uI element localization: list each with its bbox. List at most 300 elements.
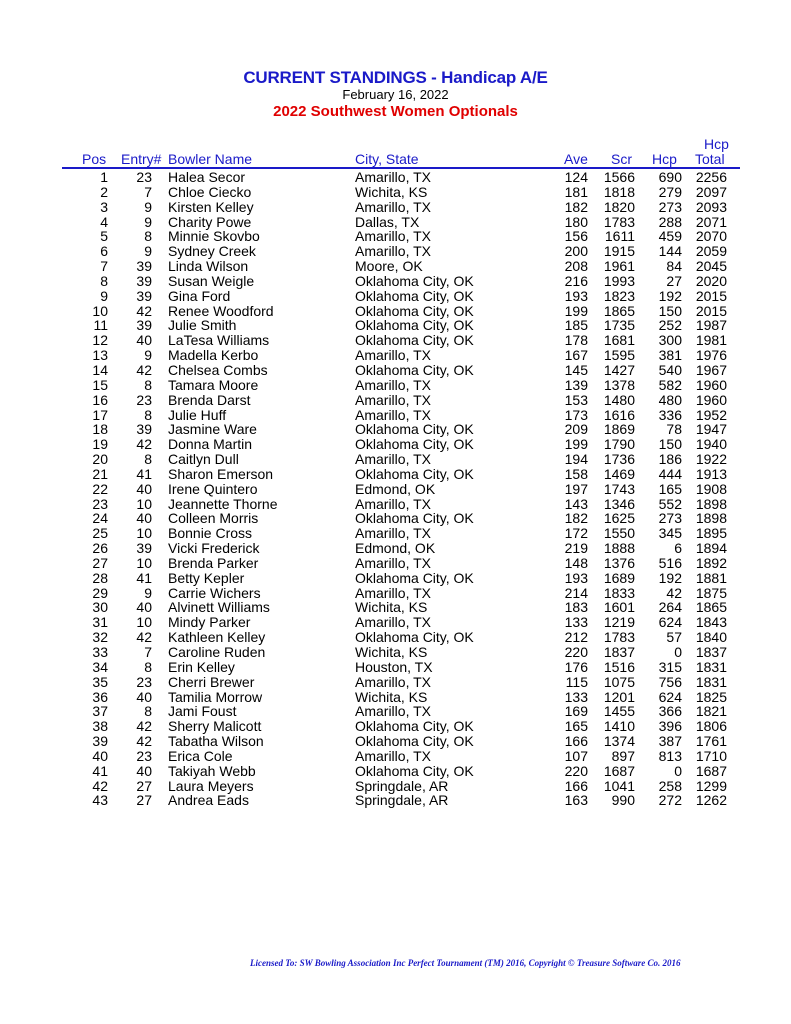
cell-handicap: 444 — [658, 465, 682, 482]
table-row — [0, 200, 791, 215]
cell-average: 176 — [564, 658, 588, 675]
table-row — [0, 215, 791, 230]
cell-pos: 3 — [100, 198, 108, 215]
cell-handicap-total: 1806 — [695, 718, 727, 735]
cell-pos: 9 — [100, 287, 108, 304]
cell-scratch: 1378 — [603, 376, 635, 393]
cell-entry: 41 — [136, 569, 152, 586]
table-row — [0, 660, 791, 675]
cell-entry: 9 — [144, 243, 152, 260]
cell-entry: 8 — [144, 376, 152, 393]
cell-entry: 39 — [136, 540, 152, 557]
table-row — [0, 229, 791, 244]
cell-handicap: 6 — [674, 540, 682, 557]
col-header-scr: Scr — [611, 151, 632, 167]
cell-city-state: Edmond, OK — [355, 480, 436, 497]
table-row — [0, 704, 791, 719]
cell-scratch: 1823 — [603, 287, 635, 304]
cell-average: 183 — [564, 599, 588, 616]
cell-pos: 25 — [92, 525, 108, 542]
cell-city-state: Edmond, OK — [355, 540, 436, 557]
cell-bowler-name: Caitlyn Dull — [168, 451, 239, 468]
table-row — [0, 615, 791, 630]
cell-city-state: Wichita, KS — [355, 688, 428, 705]
cell-entry: 42 — [136, 629, 152, 646]
cell-city-state: Oklahoma City, OK — [355, 332, 474, 349]
cell-pos: 7 — [100, 258, 108, 275]
cell-handicap: 150 — [658, 436, 682, 453]
cell-handicap: 756 — [658, 673, 682, 690]
cell-bowler-name: Kirsten Kelley — [168, 198, 254, 215]
table-row — [0, 734, 791, 749]
cell-city-state: Wichita, KS — [355, 644, 428, 660]
cell-city-state: Oklahoma City, OK — [355, 436, 474, 453]
cell-handicap: 300 — [658, 332, 682, 349]
cell-pos: 42 — [92, 777, 108, 794]
cell-handicap: 624 — [658, 688, 682, 705]
cell-handicap-total: 1262 — [695, 792, 727, 809]
cell-entry: 40 — [136, 480, 152, 497]
cell-city-state: Amarillo, TX — [355, 673, 431, 690]
cell-entry: 39 — [136, 317, 152, 334]
table-row — [0, 764, 791, 779]
table-row — [0, 541, 791, 556]
table-row — [0, 378, 791, 393]
cell-average: 199 — [564, 302, 588, 319]
cell-pos: 20 — [92, 451, 108, 468]
cell-handicap-total: 1865 — [695, 599, 727, 616]
cell-average: 214 — [564, 584, 588, 601]
table-row — [0, 630, 791, 645]
cell-average: 172 — [564, 525, 588, 542]
cell-scratch: 1075 — [603, 673, 635, 690]
cell-city-state: Amarillo, TX — [355, 525, 431, 542]
cell-handicap: 387 — [658, 733, 682, 750]
cell-bowler-name: Julie Huff — [168, 406, 227, 423]
cell-average: 166 — [564, 777, 588, 794]
cell-bowler-name: Brenda Darst — [168, 391, 251, 408]
cell-city-state: Oklahoma City, OK — [355, 718, 474, 735]
cell-scratch: 1689 — [603, 569, 635, 586]
cell-handicap: 165 — [658, 480, 682, 497]
table-row — [0, 333, 791, 348]
cell-handicap-total: 1831 — [695, 673, 727, 690]
cell-bowler-name: Carrie Wichers — [168, 584, 261, 601]
cell-entry: 42 — [136, 436, 152, 453]
cell-entry: 40 — [136, 599, 152, 616]
table-row — [0, 482, 791, 497]
cell-scratch: 1888 — [603, 540, 635, 557]
cell-handicap: 516 — [658, 554, 682, 571]
table-row — [0, 749, 791, 764]
cell-handicap: 366 — [658, 703, 682, 720]
col-header-city: City, State — [355, 151, 419, 167]
cell-scratch: 1865 — [603, 302, 635, 319]
cell-city-state: Amarillo, TX — [355, 391, 431, 408]
cell-average: 148 — [564, 554, 588, 571]
cell-bowler-name: Laura Meyers — [168, 777, 254, 794]
cell-entry: 9 — [144, 213, 152, 230]
cell-city-state: Amarillo, TX — [355, 243, 431, 260]
cell-city-state: Springdale, AR — [355, 777, 449, 794]
table-row — [0, 690, 791, 705]
cell-handicap-total: 1761 — [695, 733, 727, 750]
cell-bowler-name: Alvinett Williams — [168, 599, 270, 616]
cell-average: 115 — [565, 673, 588, 690]
table-row — [0, 274, 791, 289]
cell-pos: 10 — [92, 302, 108, 319]
cell-scratch: 1687 — [603, 762, 635, 779]
cell-pos: 24 — [92, 510, 108, 527]
cell-city-state: Oklahoma City, OK — [355, 762, 474, 779]
cell-pos: 41 — [92, 762, 108, 779]
cell-handicap: 459 — [658, 228, 682, 245]
cell-scratch: 1201 — [603, 688, 635, 705]
cell-bowler-name: Julie Smith — [168, 317, 237, 334]
cell-handicap-total: 1843 — [695, 614, 727, 631]
cell-scratch: 1601 — [603, 599, 635, 616]
cell-pos: 4 — [100, 213, 108, 230]
cell-city-state: Amarillo, TX — [355, 451, 431, 468]
cell-bowler-name: Tabatha Wilson — [168, 733, 264, 750]
cell-pos: 17 — [92, 406, 108, 423]
cell-city-state: Amarillo, TX — [355, 406, 431, 423]
cell-bowler-name: Susan Weigle — [168, 272, 255, 289]
cell-scratch: 1219 — [603, 614, 635, 631]
cell-bowler-name: Sydney Creek — [168, 243, 256, 260]
cell-pos: 30 — [92, 599, 108, 616]
cell-handicap: 192 — [658, 287, 682, 304]
cell-bowler-name: Erin Kelley — [168, 658, 235, 675]
cell-handicap-total: 1922 — [695, 451, 727, 468]
cell-handicap: 264 — [658, 599, 682, 616]
cell-city-state: Amarillo, TX — [355, 584, 431, 601]
cell-entry: 10 — [136, 495, 152, 512]
cell-city-state: Oklahoma City, OK — [355, 629, 474, 646]
cell-scratch: 1743 — [603, 480, 635, 497]
cell-average: 200 — [564, 243, 588, 260]
cell-bowler-name: Sharon Emerson — [168, 465, 274, 482]
cell-pos: 29 — [92, 584, 108, 601]
cell-bowler-name: Betty Kepler — [168, 569, 245, 586]
cell-scratch: 1346 — [603, 495, 635, 512]
cell-handicap-total: 1898 — [695, 495, 727, 512]
standings-table — [0, 170, 791, 808]
cell-entry: 10 — [136, 614, 152, 631]
cell-entry: 9 — [144, 584, 152, 601]
cell-scratch: 1455 — [603, 703, 635, 720]
cell-bowler-name: Linda Wilson — [168, 258, 249, 275]
cell-handicap-total: 1895 — [695, 525, 727, 542]
cell-city-state: Wichita, KS — [355, 183, 428, 200]
cell-scratch: 1374 — [603, 733, 635, 750]
cell-scratch: 1616 — [603, 406, 635, 423]
cell-pos: 28 — [92, 569, 108, 586]
cell-entry: 40 — [136, 688, 152, 705]
cell-scratch: 1820 — [603, 198, 635, 215]
cell-average: 193 — [564, 287, 588, 304]
cell-bowler-name: Madella Kerbo — [168, 347, 259, 364]
cell-average: 163 — [564, 792, 588, 809]
cell-entry: 8 — [144, 228, 152, 245]
cell-entry: 23 — [136, 673, 152, 690]
cell-entry: 40 — [136, 762, 152, 779]
cell-handicap: 273 — [658, 510, 682, 527]
cell-average: 143 — [564, 495, 588, 512]
cell-average: 133 — [564, 614, 588, 631]
cell-average: 166 — [564, 733, 588, 750]
cell-handicap-total: 1976 — [695, 347, 727, 364]
col-header-ave: Ave — [564, 151, 588, 167]
cell-entry: 41 — [136, 465, 152, 482]
cell-city-state: Amarillo, TX — [355, 228, 431, 245]
cell-pos: 38 — [92, 718, 108, 735]
cell-average: 208 — [564, 258, 588, 275]
cell-handicap: 42 — [666, 584, 682, 601]
table-row — [0, 259, 791, 274]
table-row — [0, 645, 791, 660]
cell-average: 185 — [564, 317, 588, 334]
cell-bowler-name: Bonnie Cross — [168, 525, 253, 542]
cell-pos: 43 — [92, 792, 108, 809]
cell-city-state: Springdale, AR — [355, 792, 449, 809]
cell-scratch: 1915 — [603, 243, 635, 260]
cell-scratch: 1993 — [603, 272, 635, 289]
cell-handicap: 690 — [658, 169, 682, 185]
cell-handicap-total: 1940 — [695, 436, 727, 453]
cell-handicap: 144 — [658, 243, 682, 260]
cell-city-state: Amarillo, TX — [355, 703, 431, 720]
cell-average: 219 — [564, 540, 588, 557]
cell-handicap-total: 2093 — [695, 198, 727, 215]
cell-scratch: 1480 — [603, 391, 635, 408]
cell-handicap-total: 1960 — [695, 391, 727, 408]
cell-handicap: 78 — [666, 421, 682, 438]
cell-average: 124 — [564, 169, 588, 185]
cell-handicap: 582 — [658, 376, 682, 393]
cell-handicap-total: 1913 — [695, 465, 727, 482]
cell-handicap-total: 2020 — [695, 272, 727, 289]
cell-average: 216 — [564, 272, 588, 289]
cell-handicap-total: 1952 — [695, 406, 727, 423]
cell-bowler-name: Jami Foust — [168, 703, 237, 720]
cell-entry: 10 — [136, 525, 152, 542]
cell-bowler-name: Vicki Frederick — [168, 540, 260, 557]
cell-pos: 11 — [93, 317, 108, 334]
cell-handicap: 258 — [658, 777, 682, 794]
cell-entry: 8 — [144, 406, 152, 423]
cell-city-state: Moore, OK — [355, 258, 423, 275]
cell-scratch: 1550 — [603, 525, 635, 542]
cell-handicap-total: 1894 — [695, 540, 727, 557]
cell-city-state: Amarillo, TX — [355, 376, 431, 393]
cell-scratch: 990 — [611, 792, 635, 809]
cell-handicap: 345 — [658, 525, 682, 542]
cell-handicap-total: 1299 — [695, 777, 727, 794]
table-row — [0, 185, 791, 200]
table-row — [0, 526, 791, 541]
table-row — [0, 422, 791, 437]
cell-pos: 40 — [92, 747, 108, 764]
cell-handicap: 84 — [666, 258, 682, 275]
cell-average: 182 — [564, 510, 588, 527]
cell-entry: 42 — [136, 733, 152, 750]
cell-average: 107 — [564, 747, 588, 764]
cell-handicap-total: 1831 — [695, 658, 727, 675]
cell-city-state: Amarillo, TX — [355, 495, 431, 512]
table-row — [0, 393, 791, 408]
cell-scratch: 1410 — [603, 718, 635, 735]
cell-handicap: 0 — [674, 644, 682, 660]
cell-city-state: Oklahoma City, OK — [355, 733, 474, 750]
cell-handicap: 279 — [658, 183, 682, 200]
cell-scratch: 1818 — [603, 183, 635, 200]
cell-bowler-name: Mindy Parker — [168, 614, 251, 631]
col-header-name: Bowler Name — [168, 151, 253, 167]
cell-scratch: 1735 — [603, 317, 635, 334]
cell-pos: 34 — [92, 658, 108, 675]
cell-city-state: Amarillo, TX — [355, 347, 431, 364]
cell-pos: 12 — [92, 332, 108, 349]
table-row — [0, 348, 791, 363]
cell-entry: 8 — [144, 703, 152, 720]
cell-handicap-total: 1960 — [695, 376, 727, 393]
cell-average: 194 — [564, 451, 588, 468]
table-row — [0, 289, 791, 304]
col-header-pos: Pos — [82, 151, 107, 167]
cell-handicap-total: 1908 — [695, 480, 727, 497]
cell-handicap: 381 — [658, 347, 682, 364]
cell-bowler-name: Takiyah Webb — [168, 762, 256, 779]
cell-pos: 35 — [92, 673, 108, 690]
cell-pos: 1 — [100, 169, 108, 185]
cell-entry: 27 — [136, 777, 152, 794]
cell-pos: 8 — [100, 272, 108, 289]
cell-bowler-name: Halea Secor — [168, 169, 246, 185]
cell-pos: 18 — [92, 421, 108, 438]
cell-handicap-total: 2059 — [695, 243, 727, 260]
cell-entry: 8 — [144, 451, 152, 468]
cell-handicap: 813 — [658, 747, 682, 764]
cell-entry: 23 — [136, 391, 152, 408]
cell-handicap: 272 — [658, 792, 682, 809]
cell-bowler-name: Cherri Brewer — [168, 673, 255, 690]
cell-handicap: 252 — [658, 317, 682, 334]
cell-entry: 27 — [136, 792, 152, 809]
cell-bowler-name: Chloe Ciecko — [168, 183, 252, 200]
cell-bowler-name: Gina Ford — [168, 287, 231, 304]
cell-handicap: 186 — [658, 451, 682, 468]
col-header-total-top: Hcp — [704, 136, 729, 152]
cell-average: 167 — [564, 347, 588, 364]
cell-handicap-total: 2045 — [695, 258, 727, 275]
cell-average: 133 — [564, 688, 588, 705]
table-row — [0, 467, 791, 482]
cell-pos: 32 — [92, 629, 108, 646]
cell-city-state: Oklahoma City, OK — [355, 287, 474, 304]
cell-handicap: 192 — [658, 569, 682, 586]
cell-city-state: Oklahoma City, OK — [355, 272, 474, 289]
table-row — [0, 318, 791, 333]
cell-average: 153 — [564, 391, 588, 408]
cell-entry: 39 — [136, 287, 152, 304]
cell-handicap-total: 1825 — [695, 688, 727, 705]
cell-pos: 31 — [92, 614, 108, 631]
cell-handicap-total: 1840 — [695, 629, 727, 646]
cell-city-state: Amarillo, TX — [355, 614, 431, 631]
cell-pos: 16 — [92, 391, 108, 408]
cell-handicap: 273 — [658, 198, 682, 215]
table-row — [0, 586, 791, 601]
cell-pos: 27 — [92, 554, 108, 571]
cell-handicap-total: 1710 — [695, 747, 727, 764]
cell-scratch: 1783 — [603, 629, 635, 646]
cell-scratch: 897 — [611, 747, 635, 764]
cell-average: 165 — [564, 718, 588, 735]
cell-city-state: Amarillo, TX — [355, 169, 431, 185]
cell-scratch: 1837 — [603, 644, 635, 660]
cell-entry: 10 — [136, 554, 152, 571]
cell-handicap: 150 — [658, 302, 682, 319]
col-header-total: Total — [695, 151, 725, 167]
cell-handicap-total: 2015 — [695, 287, 727, 304]
cell-pos: 36 — [92, 688, 108, 705]
cell-handicap-total: 1947 — [695, 421, 727, 438]
cell-bowler-name: Caroline Ruden — [168, 644, 266, 660]
cell-scratch: 1041 — [603, 777, 635, 794]
cell-average: 197 — [564, 480, 588, 497]
cell-average: 181 — [564, 183, 588, 200]
cell-entry: 7 — [144, 644, 152, 660]
cell-bowler-name: Jeannette Thorne — [168, 495, 278, 512]
cell-scratch: 1681 — [603, 332, 635, 349]
cell-entry: 9 — [144, 198, 152, 215]
cell-scratch: 1869 — [603, 421, 635, 438]
cell-average: 156 — [564, 228, 588, 245]
cell-entry: 39 — [136, 421, 152, 438]
cell-average: 193 — [564, 569, 588, 586]
cell-scratch: 1736 — [603, 451, 635, 468]
cell-handicap-total: 1687 — [695, 762, 727, 779]
cell-city-state: Oklahoma City, OK — [355, 317, 474, 334]
cell-bowler-name: Sherry Malicott — [168, 718, 262, 735]
cell-handicap-total: 1821 — [695, 703, 727, 720]
cell-handicap-total: 2256 — [695, 169, 727, 185]
cell-average: 220 — [564, 762, 588, 779]
cell-handicap-total: 1987 — [695, 317, 727, 334]
cell-average: 180 — [564, 213, 588, 230]
table-row — [0, 793, 791, 808]
event-name: 2022 Southwest Women Optionals — [273, 103, 518, 120]
cell-handicap-total: 1892 — [695, 554, 727, 571]
cell-handicap: 480 — [658, 391, 682, 408]
table-row — [0, 556, 791, 571]
cell-pos: 2 — [100, 183, 108, 200]
cell-handicap-total: 2015 — [695, 302, 727, 319]
cell-average: 158 — [564, 465, 588, 482]
table-row — [0, 719, 791, 734]
cell-scratch: 1427 — [603, 361, 635, 378]
cell-city-state: Dallas, TX — [355, 213, 420, 230]
cell-handicap: 0 — [674, 762, 682, 779]
cell-bowler-name: Minnie Skovbo — [168, 228, 260, 245]
cell-average: 173 — [564, 406, 588, 423]
table-row — [0, 437, 791, 452]
cell-scratch: 1611 — [604, 228, 635, 245]
cell-city-state: Oklahoma City, OK — [355, 510, 474, 527]
cell-pos: 19 — [92, 436, 108, 453]
cell-bowler-name: Tamilia Morrow — [168, 688, 263, 705]
